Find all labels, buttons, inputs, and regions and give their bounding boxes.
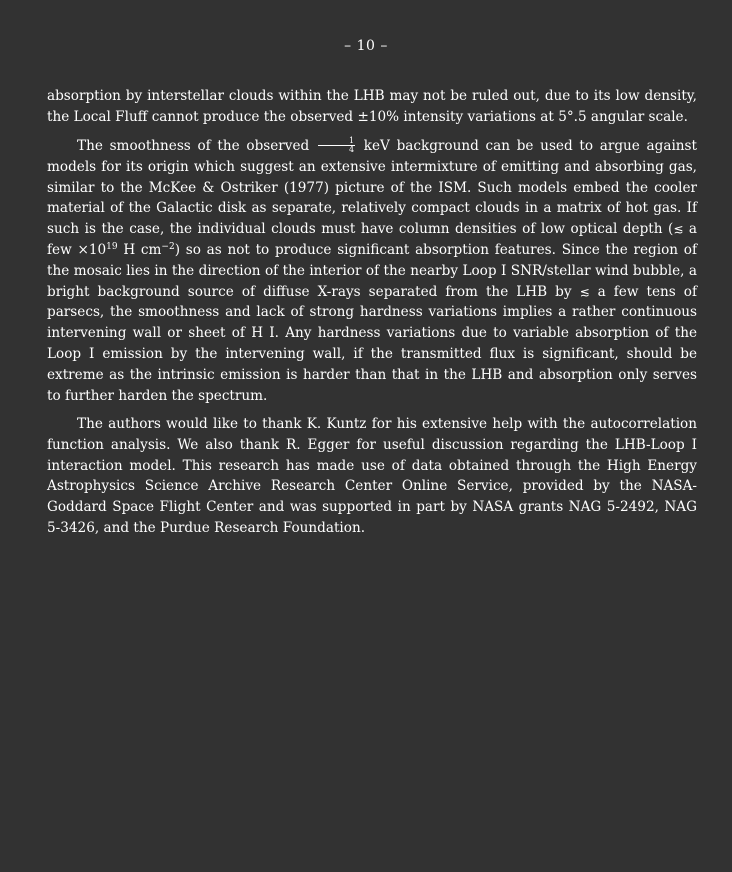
text-run: a few tens of parsecs, the smoothness and lack of strong hardness variations implies a rather continuous intervening wall or sheet of H I. Any hardness variations due to variable absorption of the Loop I emission by the intervening wall, if the transmitted flux is significant, should be extreme as the intrinsic emission is harder than that in the LHB and absorption only serves to further harden the spectrum. [47,283,697,404]
lesssim-symbol: ≲ [673,222,684,237]
fraction-numerator: 1 [318,137,355,146]
lesssim-symbol: ≲ [579,284,590,299]
text-run: ) so as not to produce significant absorption features. Since the region of the mosaic lies in the direction of the interior of the nearby Loop I SNR/stellar wind bubble, a bright background source of diffuse X-rays separated from the LHB by [47,241,697,300]
text-run: H cm [117,241,162,258]
page-number: – 10 – [344,38,388,54]
exponent: −2 [161,241,175,252]
paragraph-continuation [47,86,697,128]
text-run: The smoothness of the observed [77,138,310,154]
text-run: a few ×10 [47,221,697,258]
exponent: 19 [106,241,118,252]
fraction-quarter [318,137,355,154]
paragraph-text: absorption by interstellar clouds within the LHB may not be ruled out, due to its low density, the Local Fluff cannot produce the observed ±10% intensity variations at 5°.5 angular scale. [47,88,697,125]
paragraph-text: The authors would like to thank K. Kuntz for his extensive help with the autocorrelation function analysis. We also thank R. Egger for useful discussion regarding the LHB-Loop I interaction model. This research has made use of data obtained through the High Energy Astrophysics Science Archive Research Center Online Service, provided by the NASA-Goddard Space Flight Center and was supported in part by NASA grants NAG 5-2492, NAG 5-3426, and the Purdue Research Foundation. [47,416,697,536]
paragraph-text [47,136,697,406]
paragraph-acknowledgments [47,414,697,539]
text-run: keV background can be used to argue against models for its origin which suggest an extensive intermixture of emitting and absorbing gas, similar to the McKee & Ostriker (1977) picture of the ISM. Such models embed the cooler material of the Galactic disk as separate, relatively compact clouds in a matrix of hot gas. If such is the case, the individual clouds must have column densities of low optical depth ( [47,138,697,238]
fraction-denominator: 4 [348,145,355,154]
paragraph-smoothness [47,136,697,406]
